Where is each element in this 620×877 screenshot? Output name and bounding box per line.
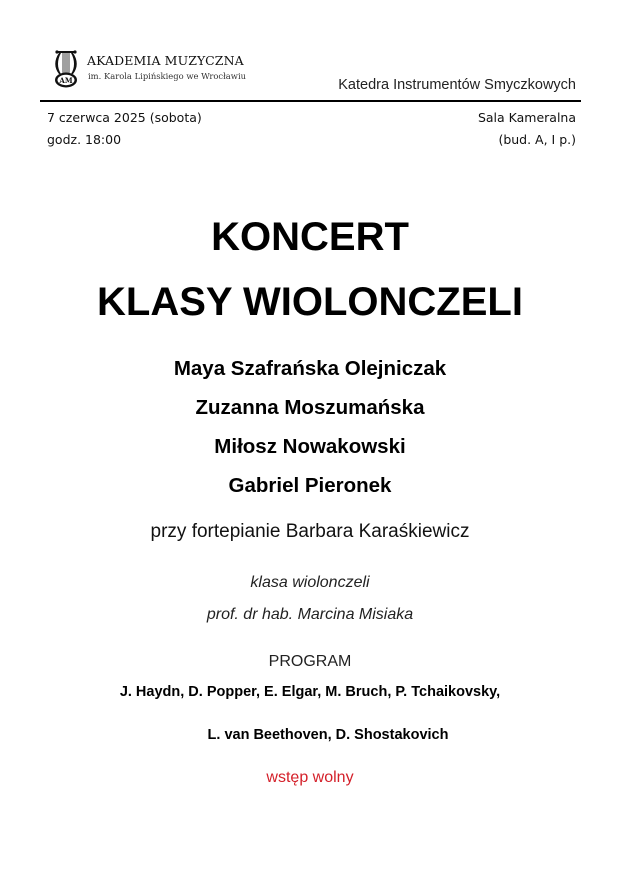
department-name: Katedra Instrumentów Smyczkowych xyxy=(338,77,576,93)
performer-name: Miłosz Nowakowski xyxy=(214,435,406,458)
academy-subtitle: im. Karola Lipińskiego we Wrocławiu xyxy=(88,71,247,81)
program-composers-line2: L. van Beethoven, D. Shostakovich xyxy=(207,727,449,743)
performer-name: Gabriel Pieronek xyxy=(228,474,392,497)
event-date: 7 czerwca 2025 (sobota) xyxy=(47,110,202,125)
accompaniment: przy fortepianie Barbara Karaśkiewicz xyxy=(150,521,470,542)
program-heading: PROGRAM xyxy=(268,653,352,670)
header-divider xyxy=(40,100,581,102)
program-composers-line1: J. Haydn, D. Popper, E. Elgar, M. Bruch, P. Tchaikovsky, xyxy=(119,684,501,700)
class-label: klasa wiolonczeli xyxy=(250,574,370,591)
lyre-icon xyxy=(54,50,78,88)
event-time: godz. 18:00 xyxy=(47,132,122,147)
admission-note: wstęp wolny xyxy=(266,769,354,786)
event-venue-detail: (bud. A, I p.) xyxy=(498,132,576,147)
performer-name: Zuzanna Moszumańska xyxy=(195,396,425,419)
concert-title-line2: KLASY WIOLONCZELI xyxy=(97,280,523,324)
academy-name: AKADEMIA MUZYCZNA xyxy=(87,53,244,68)
professor-name: prof. dr hab. Marcina Misiaka xyxy=(206,606,414,623)
concert-title-line1: KONCERT xyxy=(211,215,409,259)
svg-text:AM: AM xyxy=(59,76,73,85)
event-venue: Sala Kameralna xyxy=(477,110,576,125)
performer-name: Maya Szafrańska Olejniczak xyxy=(173,357,447,380)
